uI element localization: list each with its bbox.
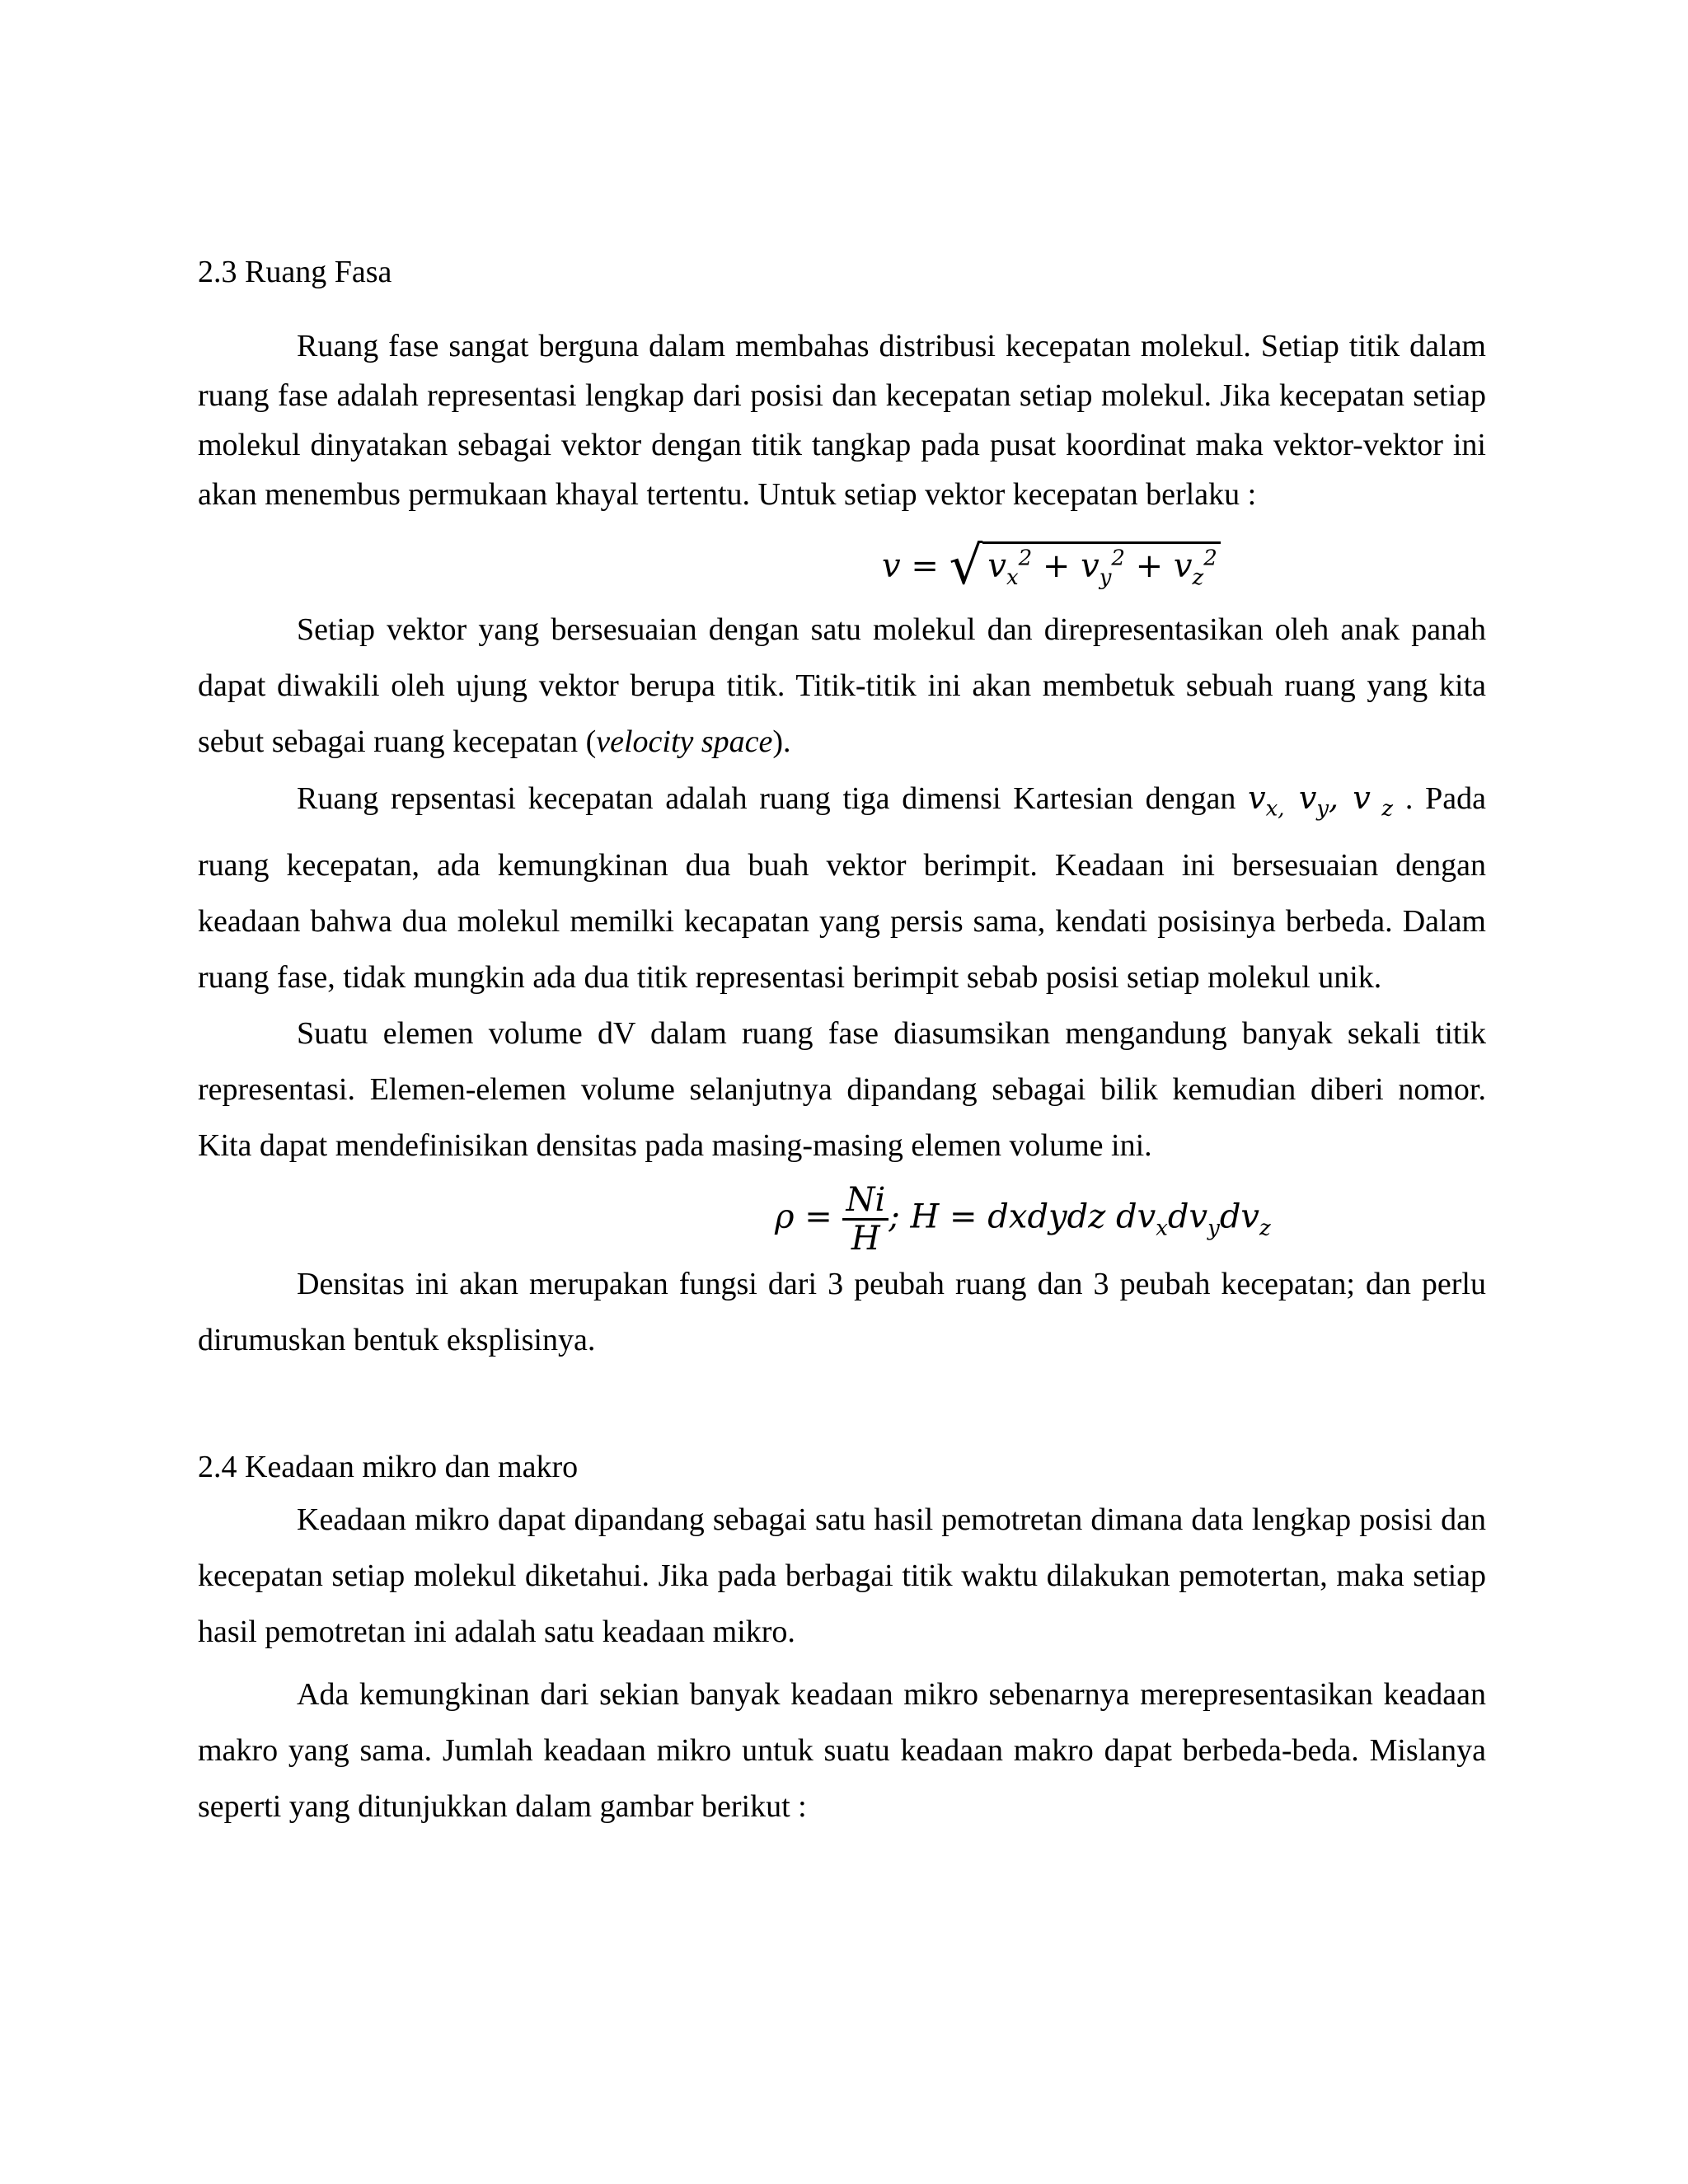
p2-italic-velocity-space: velocity space <box>596 724 773 759</box>
eq1-radicand <box>982 541 1220 590</box>
p3-sub-z: z <box>1370 796 1394 822</box>
equation-density <box>198 1174 1486 1256</box>
section-heading-2-4: 2.4 Keadaan mikro dan makro <box>198 1449 579 1484</box>
eq2-rho: ρ = <box>775 1197 832 1236</box>
p3-inline-math <box>1248 780 1394 822</box>
paragraph-volume-element: Suatu elemen volume dV dalam ruang fase diasumsikan mengandung banyak sekali titik representasi. Elemen-elemen volume selanjutnya dipandang sebagai bilik kemudian diberi nomor. Kita dapat mendefinisikan densitas pada masing-masing elemen volume ini. <box>198 1015 1486 1163</box>
eq2-sub-z: z <box>1259 1216 1271 1241</box>
eq1-term-vy: v <box>1081 547 1100 585</box>
p3-math-vz: , v <box>1329 780 1371 816</box>
paragraph-phase-space-intro: Ruang fase sangat berguna dalam membahas distribusi kecepatan molekul. Setiap titik dalam ruang fase adalah representasi lengkap dari posisi dan kecepatan setiap molekul. Jika kecepatan setiap molekul dinyatakan sebagai vektor dengan titik tangkap pada pusat koordinat maka vektor-vektor ini akan menembus permukaan khayal tertentu. Untuk setiap vektor kecepatan berlaku : <box>198 329 1486 512</box>
p3-math-vy: v <box>1284 780 1317 816</box>
eq1-sub-z: z <box>1192 565 1204 590</box>
eq1-term-vx: v <box>987 547 1006 585</box>
eq1-sup-3: 2 <box>1203 546 1217 571</box>
p3-sub-y: y <box>1316 796 1329 822</box>
eq1-sup-1: 2 <box>1018 546 1033 571</box>
paragraph-velocity-space <box>198 602 1486 770</box>
eq2-fraction <box>842 1182 889 1257</box>
eq2-dvy: dv <box>1167 1197 1208 1236</box>
p3-text-b: . Pada ruang kecepatan, ada kemungkinan dua buah vektor berimpit. Keadaan ini bersesuaian dengan keadaan bahwa dua molekul memilki kecapatan yang persis sama, kendati posisinya berbeda. Dalam ruang fase, tidak mungkin ada dua titik representasi berimpit sebab posisi setiap molekul unik. <box>198 781 1486 995</box>
eq1-sup-2: 2 <box>1111 546 1125 571</box>
p2-text-a: Setiap vektor yang bersesuaian dengan satu molekul dan direpresentasikan oleh anak panah dapat diwakili oleh ujung vektor berupa titik. Titik-titik ini akan membetuk sebuah ruang yang kita sebut sebagai ruang kecepatan ( <box>198 612 1486 759</box>
equation-velocity-magnitude <box>198 519 1486 602</box>
paragraph-micro-state: Keadaan mikro dapat dipandang sebagai satu hasil pemotretan dimana data lengkap posisi dan kecepatan setiap molekul diketahui. Jika pada berbagai titik waktu dilakukan pemotertan, maka setiap hasil pemotretan ini adalah satu keadaan mikro. <box>198 1502 1486 1649</box>
p3-sub-x: x, <box>1265 796 1285 822</box>
eq2-sub-y: y <box>1207 1216 1220 1241</box>
paragraph-cartesian-space <box>198 770 1486 1005</box>
eq1-term-vz: v <box>1173 547 1193 585</box>
eq2-sub-x: x <box>1156 1216 1168 1241</box>
eq2-h-definition: ; H = dxdydz dv <box>889 1197 1156 1236</box>
paragraph-density-function: Densitas ini akan merupakan fungsi dari 3 peubah ruang dan 3 peubah kecepatan; dan perlu dirumuskan bentuk eksplisinya. <box>198 1266 1486 1357</box>
p2-text-b: ). <box>772 724 791 759</box>
eq2-numerator: Ni <box>842 1182 889 1221</box>
eq2-dvz: dv <box>1219 1197 1260 1236</box>
eq1-lhs: v = <box>882 547 939 585</box>
section-heading-2-3: 2.3 Ruang Fasa <box>198 255 392 289</box>
paragraph-macro-state: Ada kemungkinan dari sekian banyak keadaan mikro sebenarnya merepresentasikan keadaan makro yang sama. Jumlah keadaan mikro untuk suatu keadaan makro dapat berbeda-beda. Mislanya seperti yang ditunjukkan dalam gambar berikut : <box>198 1676 1486 1824</box>
eq1-sub-y: y <box>1099 565 1112 590</box>
eq2-denominator: H <box>851 1219 880 1258</box>
eq1-plus-2: + <box>1124 547 1174 585</box>
p3-math-vx: v <box>1248 780 1266 816</box>
eq1-plus-1: + <box>1032 547 1081 585</box>
sqrt-symbol: √ <box>949 536 983 597</box>
p3-text-a: Ruang repsentasi kecepatan adalah ruang tiga dimensi Kartesian dengan <box>297 781 1249 816</box>
eq1-sub-x: x <box>1006 565 1019 590</box>
